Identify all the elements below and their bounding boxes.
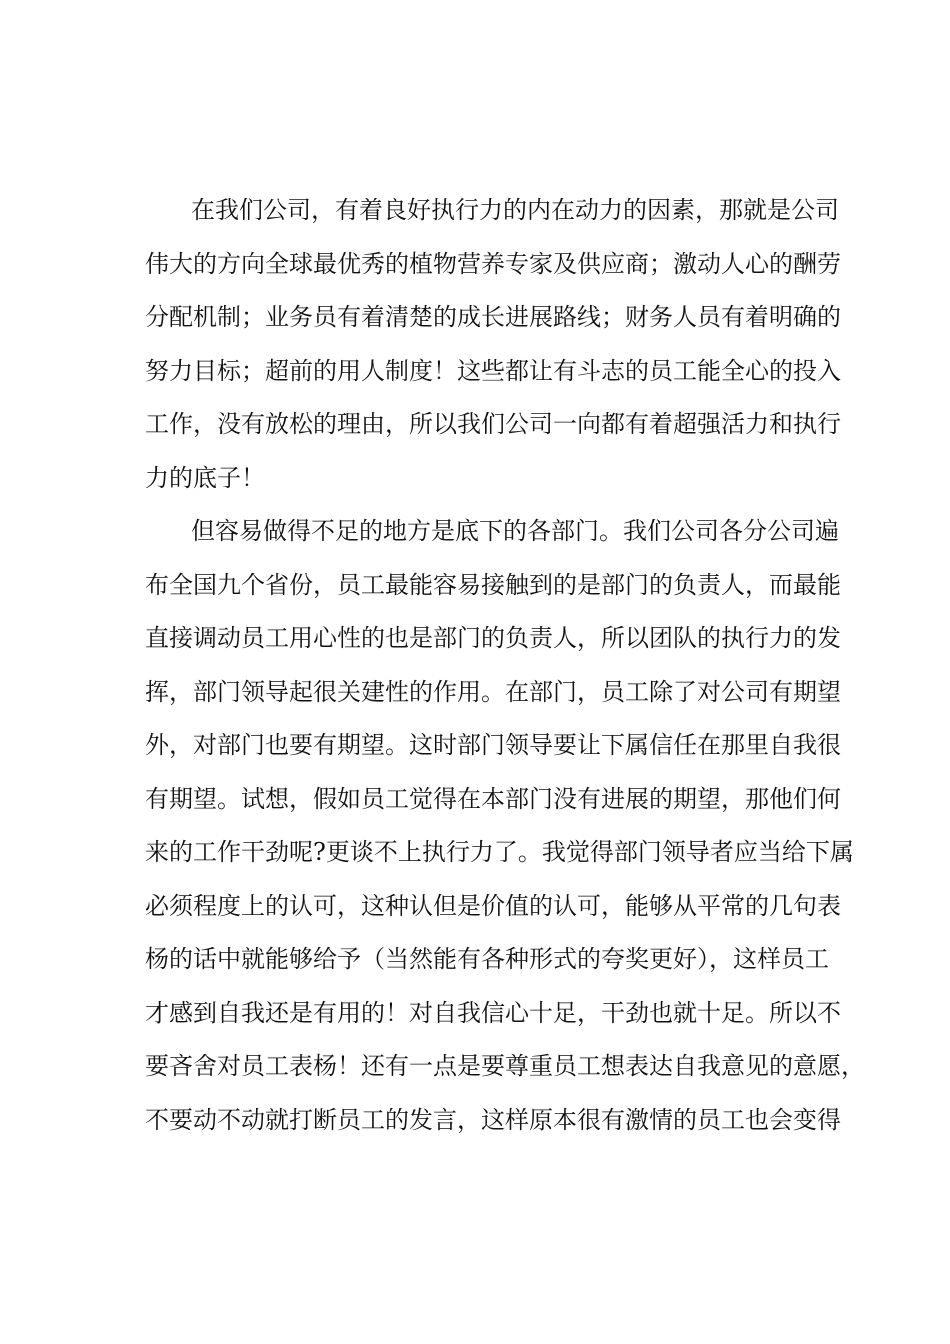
text-line: 但容易做得不足的地方是底下的各部门。我们公司各分公司遍: [191, 517, 839, 545]
text-line: 不要动不动就打断员工的发言，这样原本很有激情的员工也会变得: [145, 1105, 841, 1134]
text-line: 才感到自我还是有用的！对自我信心十足，干劲也就十足。所以不: [145, 998, 841, 1027]
text-line: 要吝舍对员工表杨！还有一点是要尊重员工想表达自我意见的意愿，: [145, 1052, 865, 1080]
text-line: 外，对部门也要有期望。这时部门领导要让下属信任在那里自我很: [145, 731, 841, 759]
text-line: 分配机制；业务员有着清楚的成长进展路线；财务人员有着明确的: [145, 303, 841, 331]
text-line: 伟大的方向全球最优秀的植物营养专家及供应商；激动人心的酬劳: [145, 249, 841, 278]
text-line: 有期望。试想，假如员工觉得在本部门没有进展的期望，那他们何: [145, 784, 841, 813]
document-body: [145, 189, 865, 1152]
text-line: 在我们公司，有着良好执行力的内在动力的因素，那就是公司: [191, 196, 839, 224]
text-line: 布全国九个省份，员工最能容易接触到的是部门的负责人，而最能: [145, 570, 841, 599]
text-line: 直接调动员工用心性的也是部门的负责人，所以团队的执行力的发: [145, 624, 841, 652]
text-line: 来的工作干劲呢?更谈不上执行力了。我觉得部门领导者应当给下属: [145, 838, 854, 866]
text-line: 必须程度上的认可，这种认但是价值的认可，能够从平常的几句表: [145, 891, 841, 920]
text-line: 力的底子！: [145, 463, 265, 492]
text-line: 挥，部门领导起很关建性的作用。在部门，员工除了对公司有期望: [145, 677, 841, 706]
text-line: 工作，没有放松的理由，所以我们公司一向都有着超强活力和执行: [145, 410, 841, 438]
text-line: 努力目标；超前的用人制度！这些都让有斗志的员工能全心的投入: [145, 356, 841, 385]
paragraph-1: [145, 189, 841, 510]
paragraph-2: [145, 510, 865, 1152]
text-line: 杨的话中就能够给予（当然能有各种形式的夸奖更好），这样员工: [145, 945, 829, 973]
